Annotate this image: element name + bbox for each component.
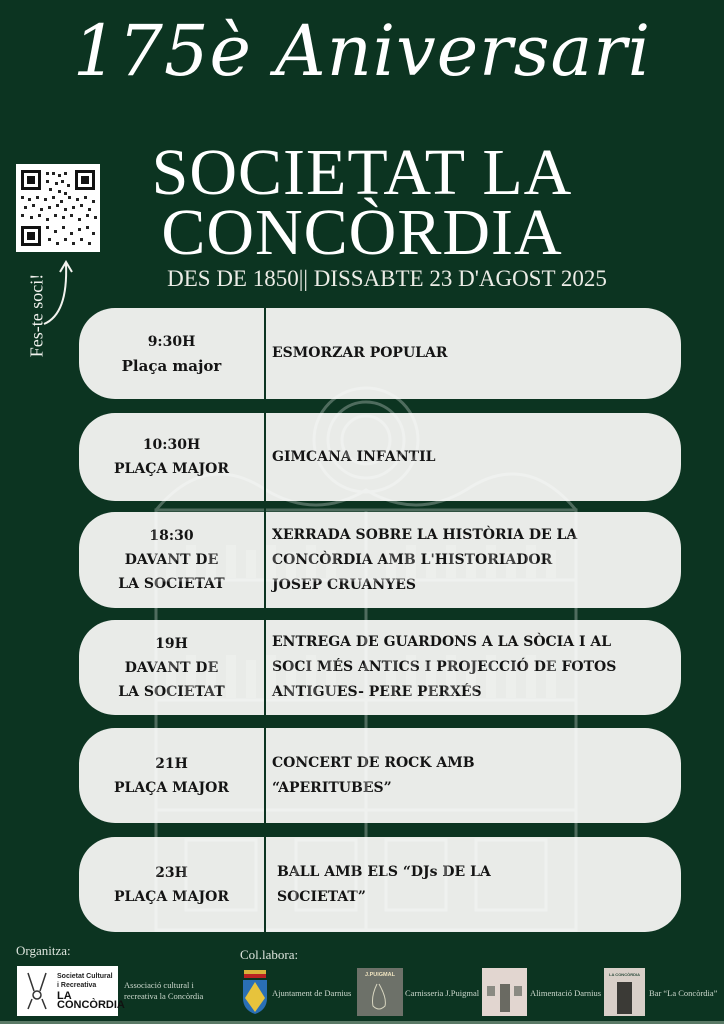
event-time: 23H bbox=[155, 864, 188, 881]
bar-sign-text: LA CONCÒRDIA bbox=[609, 972, 640, 977]
event-place: PLAÇA MAJOR bbox=[114, 461, 229, 477]
darnius-coat-of-arms-icon bbox=[240, 968, 270, 1016]
title-line-1: SOCIETAT LA bbox=[151, 136, 573, 209]
event-time: 21H bbox=[155, 755, 188, 772]
puigmal-logo-text: J.PUIGMAL bbox=[365, 972, 395, 978]
event-place: DAVANT DE LA SOCIETAT bbox=[118, 659, 225, 700]
event-time: 9:30H bbox=[147, 333, 196, 350]
title-line-2: CONCÒRDIA bbox=[161, 196, 563, 269]
schedule-row bbox=[79, 837, 681, 932]
schedule-row bbox=[79, 620, 681, 715]
event-description: CONCERT DE ROCK AMB “APERITUBES” bbox=[272, 754, 475, 796]
qr-code[interactable] bbox=[16, 164, 100, 252]
schedule-row bbox=[79, 512, 681, 608]
organitza-label: Organitza: bbox=[16, 943, 71, 958]
alimentacio-photo bbox=[482, 968, 527, 1016]
schedule-row bbox=[79, 308, 681, 399]
schedule-row bbox=[79, 413, 681, 501]
sponsor-name: Ajuntament de Darnius bbox=[272, 988, 352, 998]
event-description: ESMORZAR POPULAR bbox=[272, 345, 448, 361]
logo-line-2: i Recreativa bbox=[57, 982, 97, 989]
bar-photo bbox=[604, 968, 645, 1016]
logo-line-3: LA CONCÒRDIA bbox=[57, 990, 125, 1011]
colabora-label: Col.labora: bbox=[240, 947, 299, 962]
organizer-logo bbox=[17, 966, 125, 1016]
column-divider bbox=[264, 308, 266, 932]
event-place: PLAÇA MAJOR bbox=[114, 779, 229, 796]
logo-line-1: Societat Cultural bbox=[57, 973, 113, 980]
event-description: BALL AMB ELS “DJs DE LA SOCIETAT” bbox=[277, 863, 491, 905]
anniversary-title: 175è Aniversari bbox=[72, 10, 652, 92]
event-time: 19H bbox=[155, 635, 188, 652]
schedule-row bbox=[79, 728, 681, 823]
event-place: PLAÇA MAJOR bbox=[114, 888, 229, 905]
event-description: XERRADA SOBRE LA HISTÒRIA DE LA CONCÒRDIA AMB L'HISTORIADOR JOSEP CRUANYES bbox=[272, 526, 578, 593]
event-description: ENTREGA DE GUARDONS A LA SÒCIA I AL SOCI MÉS ANTICS I PROJECCIÓ DE FOTOS ANTIGUES- PERE PERXÉS bbox=[272, 634, 617, 700]
sponsor-name: Carnisseria J.Puigmal bbox=[405, 988, 480, 998]
dancers-icon bbox=[22, 971, 52, 1011]
event-place: DAVANT DE LA SOCIETAT bbox=[118, 552, 225, 592]
subtitle-date: DES DE 1850|| DISSABTE 23 D'AGOST 2025 bbox=[167, 266, 607, 291]
event-description: GIMCANA INFANTIL bbox=[272, 448, 436, 465]
organizer-caption: Associació cultural i recreativa la Concòrdia bbox=[124, 980, 204, 1001]
puigmal-logo bbox=[357, 968, 403, 1016]
qr-code-icon bbox=[16, 164, 100, 252]
event-place: Plaça major bbox=[121, 356, 222, 375]
event-time: 10:30H bbox=[142, 437, 201, 453]
event-time: 18:30 bbox=[149, 528, 194, 544]
sponsor-name: Bar “La Concòrdia” bbox=[649, 988, 718, 998]
join-cta[interactable]: Fes-te soci! bbox=[26, 273, 47, 358]
sponsor-name: Alimentació Darnius bbox=[530, 988, 602, 998]
